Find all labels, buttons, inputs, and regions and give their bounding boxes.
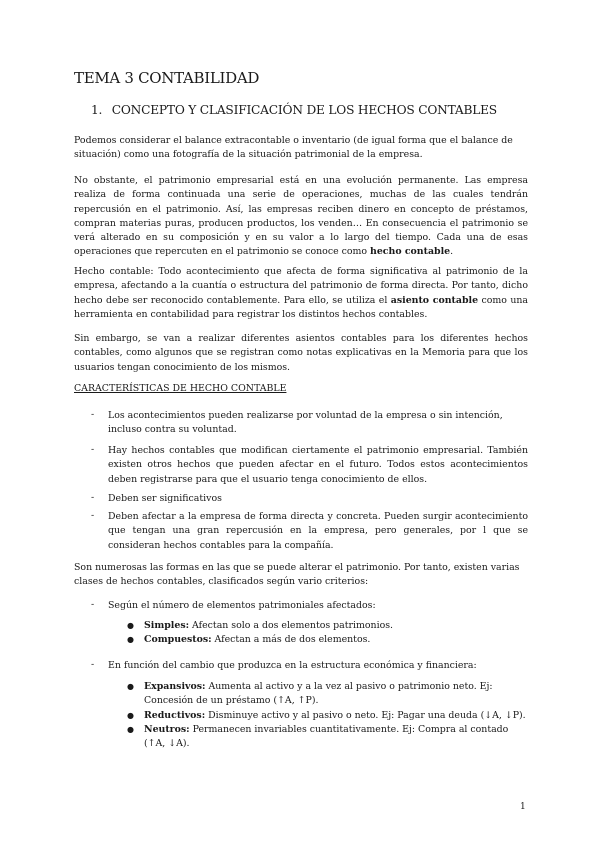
bullet: ● [127, 725, 134, 734]
list-dash: - [91, 659, 95, 670]
list-item-reductivos: Reductivos: Disminuye activo y al pasivo o neto. Ej: Pagar una deuda (↓A, ↓P). [144, 710, 526, 721]
bullet: ● [127, 711, 134, 720]
bold-term-hecho-contable: hecho contable [370, 246, 451, 258]
list-item-neutros: Neutros: Permanecen invariables cuantitativamente. Ej: Compra al contado (↑A, ↓A). [144, 724, 509, 750]
list-dash: - [91, 510, 95, 521]
list-dash: - [91, 492, 95, 503]
page-number: 1 [520, 802, 526, 812]
list-item: Los acontecimientos pueden realizarse por voluntad de la empresa o sin intención, incluso contra su voluntad. [108, 410, 503, 436]
subheading-caracteristicas: CARACTERÍSTICAS DE HECHO CONTABLE [74, 383, 287, 394]
list-item: Deben ser significativos [108, 493, 222, 504]
paragraph-evolution: No obstante, el patrimonio empresarial está en una evolución permanente. Las empresa realiza de forma continuada una serie de operaciones, muchas de las cuales tendrán repercusión en el patrimonio. Así, las empresas reciben dinero en concepto de préstamos, compran materias puras, producen productos, los venden… En consecuencia el patrimonio se verá alterado en su composición y en su valor a lo largo del tiempo. Cada una de esas operaciones que repercuten en el patrimonio se conoce como hecho contable. [74, 175, 528, 258]
criterion-estructura: En función del cambio que produzca en la estructura económica y financiera: [108, 660, 477, 671]
list-item-simples: Simples: Afectan solo a dos elementos patrimonios. [144, 620, 394, 631]
list-dash: - [91, 409, 95, 420]
bold-term-asiento-contable: asiento contable [390, 294, 479, 306]
paragraph-intro: Podemos considerar el balance extracontable o inventario (de igual forma que el balance de situación) como una fotografía de la situación patrimonial de la empresa. [74, 135, 513, 161]
list-item: Deben afectar a la empresa de forma directa y concreta. Pueden surgir acontecimiento que tengan una gran repercusión en la empresa, pero generales, por l que se consideran hechos contables para la compañía. [108, 511, 528, 551]
criterion-elementos: Según el número de elementos patrimoniales afectados: [108, 600, 376, 611]
bullet: ● [127, 635, 134, 644]
paragraph-definition: Hecho contable: Todo acontecimiento que afecta de forma significativa al patrimonio de la empresa, afectando a la cuantía o estructura del patrimonio de forma directa. Por tanto, dicho hecho debe ser reconocido contablemente. Para ello, se utiliza el asiento contable como una herramienta en contabilidad para registrar los distintos hechos contables. [74, 266, 528, 320]
section-number: 1. [91, 103, 103, 117]
section-heading [91, 103, 497, 117]
paragraph-memoria: Sin embargo, se van a realizar diferentes asientos contables para los diferentes hechos contables, como algunos que se registran como notas explicativas en la Memoria para que los usuarios tengan conocimiento de los mismos. [74, 333, 528, 373]
bullet: ● [127, 621, 134, 630]
section-title: CONCEPTO Y CLASIFICACIÓN DE LOS HECHOS CONTABLES [111, 103, 497, 117]
list-item-compuestos: Compuestos: Afectan a más de dos elementos. [144, 634, 371, 645]
document-title: TEMA 3 CONTABILIDAD [74, 69, 260, 87]
list-dash: - [91, 599, 95, 610]
list-item: Hay hechos contables que modifican ciertamente el patrimonio empresarial. También existen otros hechos que pueden afectar en el futuro. Todos estos acontecimientos deben registrarse para que el usuario tenga conocimiento de ellos. [108, 445, 528, 485]
list-dash: - [91, 444, 95, 455]
bullet: ● [127, 682, 134, 691]
list-item-expansivos: Expansivos: Aumenta al activo y a la vez al pasivo o patrimonio neto. Ej: Concesión de un préstamo (↑A, ↑P). [144, 681, 493, 707]
paragraph-clases: Son numerosas las formas en las que se puede alterar el patrimonio. Por tanto, existen varias clases de hechos contables, clasificados según vario criterios: [74, 562, 520, 588]
